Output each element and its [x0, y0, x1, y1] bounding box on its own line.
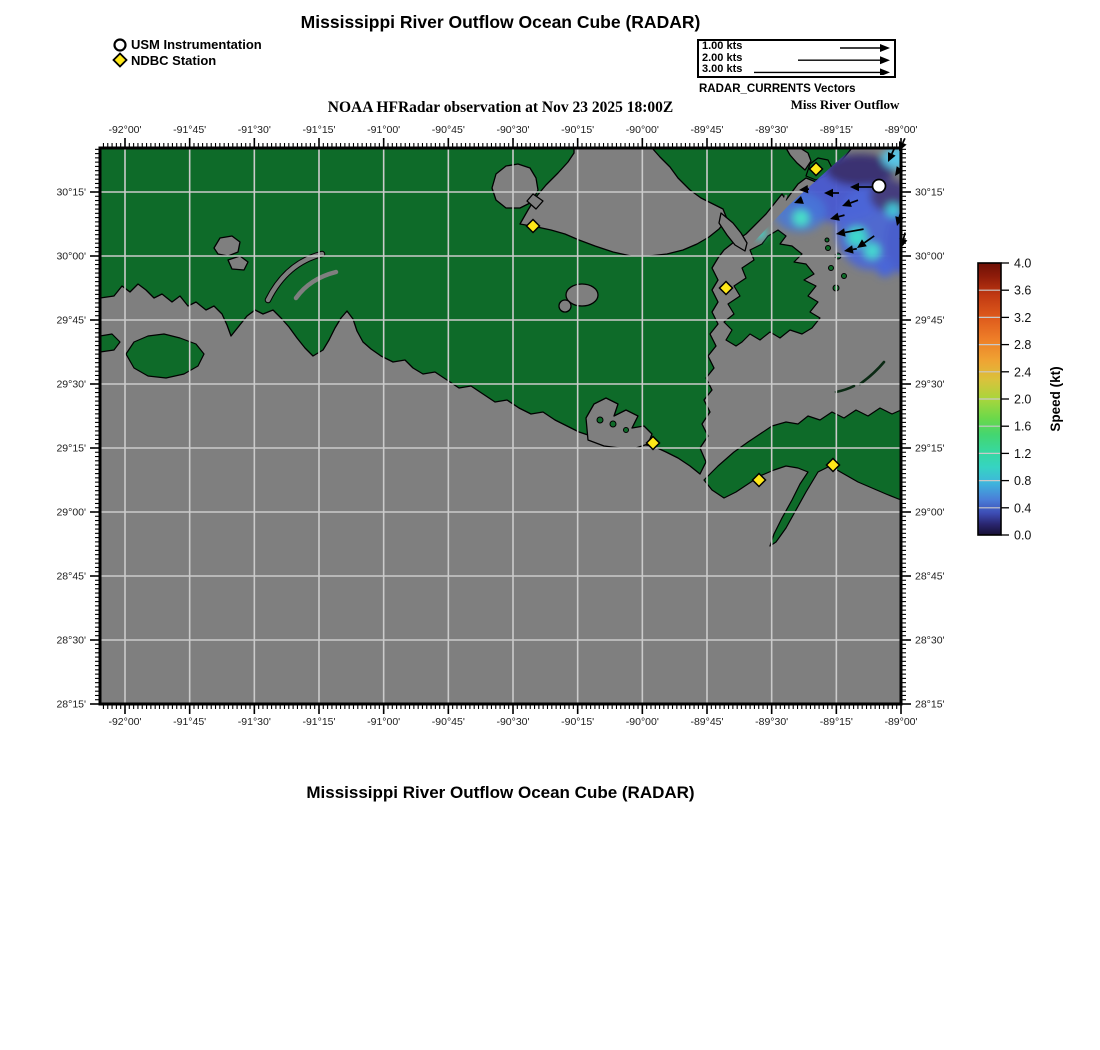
- footer-title: Mississippi River Outflow Ocean Cube (RADAR): [306, 783, 695, 802]
- legend-row-usm: [112, 37, 262, 53]
- svg-text:3.2: 3.2: [1014, 310, 1032, 325]
- svg-text:-92°00': -92°00': [108, 124, 142, 136]
- svg-text:0.8: 0.8: [1014, 474, 1032, 489]
- barataria-islet: [610, 421, 616, 427]
- svg-text:30°15': 30°15': [915, 186, 945, 199]
- svg-text:-90°30': -90°30': [496, 124, 530, 136]
- marsh-islet: [829, 266, 834, 271]
- vector-scale-box: [697, 39, 896, 78]
- lake-salvador-tail: [559, 300, 571, 312]
- svg-text:-90°00': -90°00': [625, 716, 659, 728]
- svg-text:28°15': 28°15': [915, 698, 945, 711]
- svg-text:-92°00': -92°00': [108, 716, 142, 728]
- svg-text:2.4: 2.4: [1014, 365, 1032, 380]
- ndbc-diamond-icon: [112, 52, 128, 68]
- svg-text:-90°45': -90°45': [431, 124, 465, 136]
- svg-text:-90°15': -90°15': [561, 124, 595, 136]
- legend-usm-label: USM Instrumentation: [131, 37, 262, 53]
- svg-text:-91°45': -91°45': [173, 716, 207, 728]
- svg-text:29°30': 29°30': [56, 378, 86, 391]
- barataria-islet: [624, 428, 629, 433]
- svg-text:-89°00': -89°00': [884, 124, 918, 136]
- vector-scale-label-1: 1.00 kts: [702, 40, 743, 52]
- svg-text:28°45': 28°45': [915, 570, 945, 583]
- svg-text:-90°45': -90°45': [431, 716, 465, 728]
- legend-row-ndbc: [112, 53, 262, 69]
- marsh-islet: [825, 238, 829, 242]
- marsh-islet: [842, 274, 847, 279]
- colorbar: [974, 258, 1100, 550]
- marsh-islet: [826, 246, 831, 251]
- svg-text:29°45': 29°45': [56, 314, 86, 327]
- page-title: Mississippi River Outflow Ocean Cube (RADAR): [300, 12, 701, 32]
- vector-scale-label-2: 2.00 kts: [702, 51, 743, 64]
- colorbar-title: Speed (kt): [1048, 366, 1063, 432]
- svg-text:-91°15': -91°15': [302, 716, 336, 728]
- svg-text:-90°30': -90°30': [496, 716, 530, 728]
- map-canvas: [55, 112, 955, 742]
- svg-text:29°15': 29°15': [915, 442, 945, 455]
- svg-text:1.2: 1.2: [1014, 446, 1032, 461]
- svg-text:28°15': 28°15': [56, 698, 86, 711]
- svg-text:-90°00': -90°00': [625, 124, 659, 136]
- svg-text:29°30': 29°30': [915, 378, 945, 391]
- svg-text:-89°30': -89°30': [755, 124, 789, 136]
- vector-scale-caption: RADAR_CURRENTS Vectors: [699, 83, 856, 95]
- svg-text:-90°15': -90°15': [561, 716, 595, 728]
- usm-circle-icon: [112, 37, 128, 53]
- svg-text:28°45': 28°45': [56, 570, 86, 583]
- svg-text:28°30': 28°30': [56, 634, 86, 647]
- vector-scale-label-3: 3.00 kts: [702, 63, 743, 75]
- svg-text:0.4: 0.4: [1014, 501, 1032, 516]
- svg-text:30°00': 30°00': [915, 250, 945, 263]
- svg-text:4.0: 4.0: [1014, 258, 1032, 271]
- barataria-islet: [597, 417, 603, 423]
- lake-salvador: [566, 284, 598, 306]
- svg-text:-89°15': -89°15': [819, 124, 853, 136]
- svg-text:-91°00': -91°00': [367, 124, 401, 136]
- svg-text:28°30': 28°30': [915, 634, 945, 647]
- svg-text:-91°15': -91°15': [302, 124, 336, 136]
- svg-text:1.6: 1.6: [1014, 419, 1032, 434]
- svg-text:29°00': 29°00': [56, 506, 86, 519]
- svg-text:-89°30': -89°30': [755, 716, 789, 728]
- svg-text:-91°30': -91°30': [237, 716, 271, 728]
- svg-text:30°00': 30°00': [56, 250, 86, 263]
- svg-text:0.0: 0.0: [1014, 528, 1032, 543]
- svg-text:-89°15': -89°15': [819, 716, 853, 728]
- svg-text:2.0: 2.0: [1014, 392, 1032, 407]
- usm-station-marker: [873, 180, 886, 193]
- symbol-legend: [112, 37, 262, 68]
- svg-text:-89°45': -89°45': [690, 716, 724, 728]
- legend-ndbc-label: NDBC Station: [131, 52, 217, 68]
- svg-text:-91°30': -91°30': [237, 124, 271, 136]
- vector-scale-subcaption: Miss River Outflow: [790, 97, 900, 112]
- vector-scale-labels: [702, 41, 742, 76]
- svg-text:29°45': 29°45': [915, 314, 945, 327]
- svg-text:-89°00': -89°00': [884, 716, 918, 728]
- svg-text:3.6: 3.6: [1014, 283, 1032, 298]
- svg-text:-91°45': -91°45': [173, 124, 207, 136]
- svg-text:-91°00': -91°00': [367, 716, 401, 728]
- map-subtitle: NOAA HFRadar observation at Nov 23 2025 18:00Z: [327, 99, 674, 116]
- svg-text:29°00': 29°00': [915, 506, 945, 519]
- svg-text:30°15': 30°15': [56, 186, 86, 199]
- svg-text:2.8: 2.8: [1014, 338, 1032, 353]
- svg-text:-89°45': -89°45': [690, 124, 724, 136]
- svg-text:29°15': 29°15': [56, 442, 86, 455]
